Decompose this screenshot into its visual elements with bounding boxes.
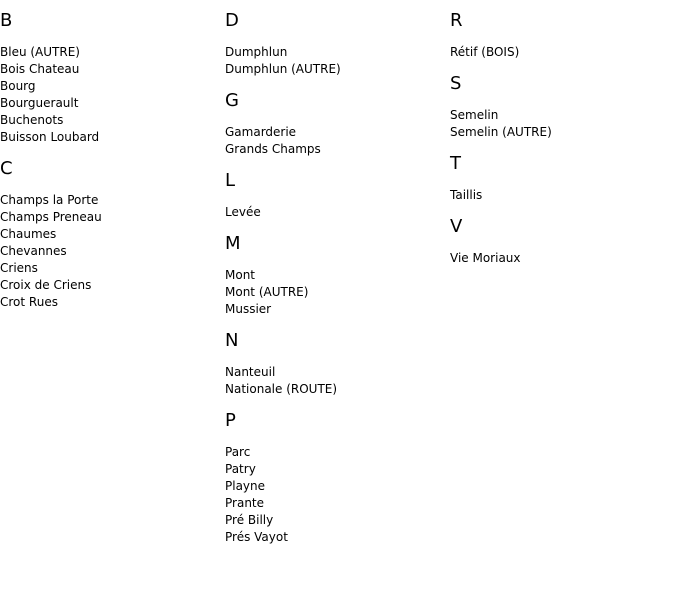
place-entry-link[interactable]: Bourg	[0, 79, 36, 93]
place-entry-link[interactable]: Parc	[225, 445, 251, 459]
place-entry-link[interactable]: Vie Moriaux	[450, 251, 521, 265]
index-column	[0, 10, 225, 323]
place-entry-link[interactable]: Playne	[225, 479, 266, 493]
letter-group	[225, 10, 450, 78]
place-entry-link[interactable]: Mussier	[225, 302, 272, 316]
letter-group	[225, 233, 450, 318]
entry-list	[225, 444, 450, 546]
place-entry-link[interactable]: Bourguerault	[0, 96, 79, 110]
letter-group	[0, 158, 225, 311]
place-entry-link[interactable]: Nanteuil	[225, 365, 276, 379]
entry-list	[0, 44, 225, 146]
letter-heading: B	[0, 10, 13, 31]
place-entry-link[interactable]: Levée	[225, 205, 261, 219]
letter-heading: G	[225, 90, 239, 111]
letter-heading: S	[450, 73, 462, 94]
letter-heading: M	[225, 233, 241, 254]
place-entry-link[interactable]: Semelin	[450, 108, 499, 122]
letter-group	[450, 10, 675, 61]
letter-group	[225, 330, 450, 398]
entry-list	[225, 364, 450, 398]
place-entry-link[interactable]: Buchenots	[0, 113, 64, 127]
place-entry-link[interactable]: Bois Chateau	[0, 62, 80, 76]
place-entry-link[interactable]: Bleu (AUTRE)	[0, 45, 80, 59]
entry-list	[225, 44, 450, 78]
letter-group	[225, 170, 450, 221]
entry-list	[450, 187, 675, 204]
place-entry-link[interactable]: Prante	[225, 496, 265, 510]
place-entry-link[interactable]: Taillis	[450, 188, 483, 202]
entry-list	[450, 250, 675, 267]
place-entry-link[interactable]: Dumphlun	[225, 45, 288, 59]
letter-group	[450, 153, 675, 204]
place-entry-link[interactable]: Criens	[0, 261, 38, 275]
place-entry-link[interactable]: Crot Rues	[0, 295, 58, 309]
letter-heading: L	[225, 170, 236, 191]
place-entry-link[interactable]: Rétif (BOIS)	[450, 45, 520, 59]
place-entry-link[interactable]: Nationale (ROUTE)	[225, 382, 338, 396]
letter-heading: R	[450, 10, 463, 31]
letter-heading: V	[450, 216, 463, 237]
place-entry-link[interactable]: Prés Vayot	[225, 530, 288, 544]
place-entry-link[interactable]: Chevannes	[0, 244, 67, 258]
letter-heading: N	[225, 330, 239, 351]
letter-group	[450, 216, 675, 267]
entry-list	[225, 204, 450, 221]
place-entry-link[interactable]: Grands Champs	[225, 142, 321, 156]
entry-list	[450, 107, 675, 141]
entry-list	[450, 44, 675, 61]
place-entry-link[interactable]: Gamarderie	[225, 125, 297, 139]
place-entry-link[interactable]: Patry	[225, 462, 256, 476]
place-entry-link[interactable]: Chaumes	[0, 227, 57, 241]
place-entry-link[interactable]: Mont	[225, 268, 256, 282]
place-entry-link[interactable]: Dumphlun (AUTRE)	[225, 62, 341, 76]
index-column	[225, 10, 450, 558]
letter-heading: T	[450, 153, 461, 174]
entry-list	[225, 124, 450, 158]
place-entry-link[interactable]: Mont (AUTRE)	[225, 285, 309, 299]
entry-list	[0, 192, 225, 311]
index-column	[450, 10, 675, 279]
letter-group	[225, 410, 450, 546]
letter-heading: C	[0, 158, 13, 179]
letter-heading: P	[225, 410, 236, 431]
letter-group	[0, 10, 225, 146]
entry-list	[225, 267, 450, 318]
place-entry-link[interactable]: Pré Billy	[225, 513, 274, 527]
place-entry-link[interactable]: Semelin (AUTRE)	[450, 125, 552, 139]
letter-heading: D	[225, 10, 239, 31]
place-entry-link[interactable]: Champs la Porte	[0, 193, 99, 207]
place-entry-link[interactable]: Champs Preneau	[0, 210, 102, 224]
letter-group	[225, 90, 450, 158]
place-entry-link[interactable]: Buisson Loubard	[0, 130, 100, 144]
place-entry-link[interactable]: Croix de Criens	[0, 278, 92, 292]
letter-group	[450, 73, 675, 141]
